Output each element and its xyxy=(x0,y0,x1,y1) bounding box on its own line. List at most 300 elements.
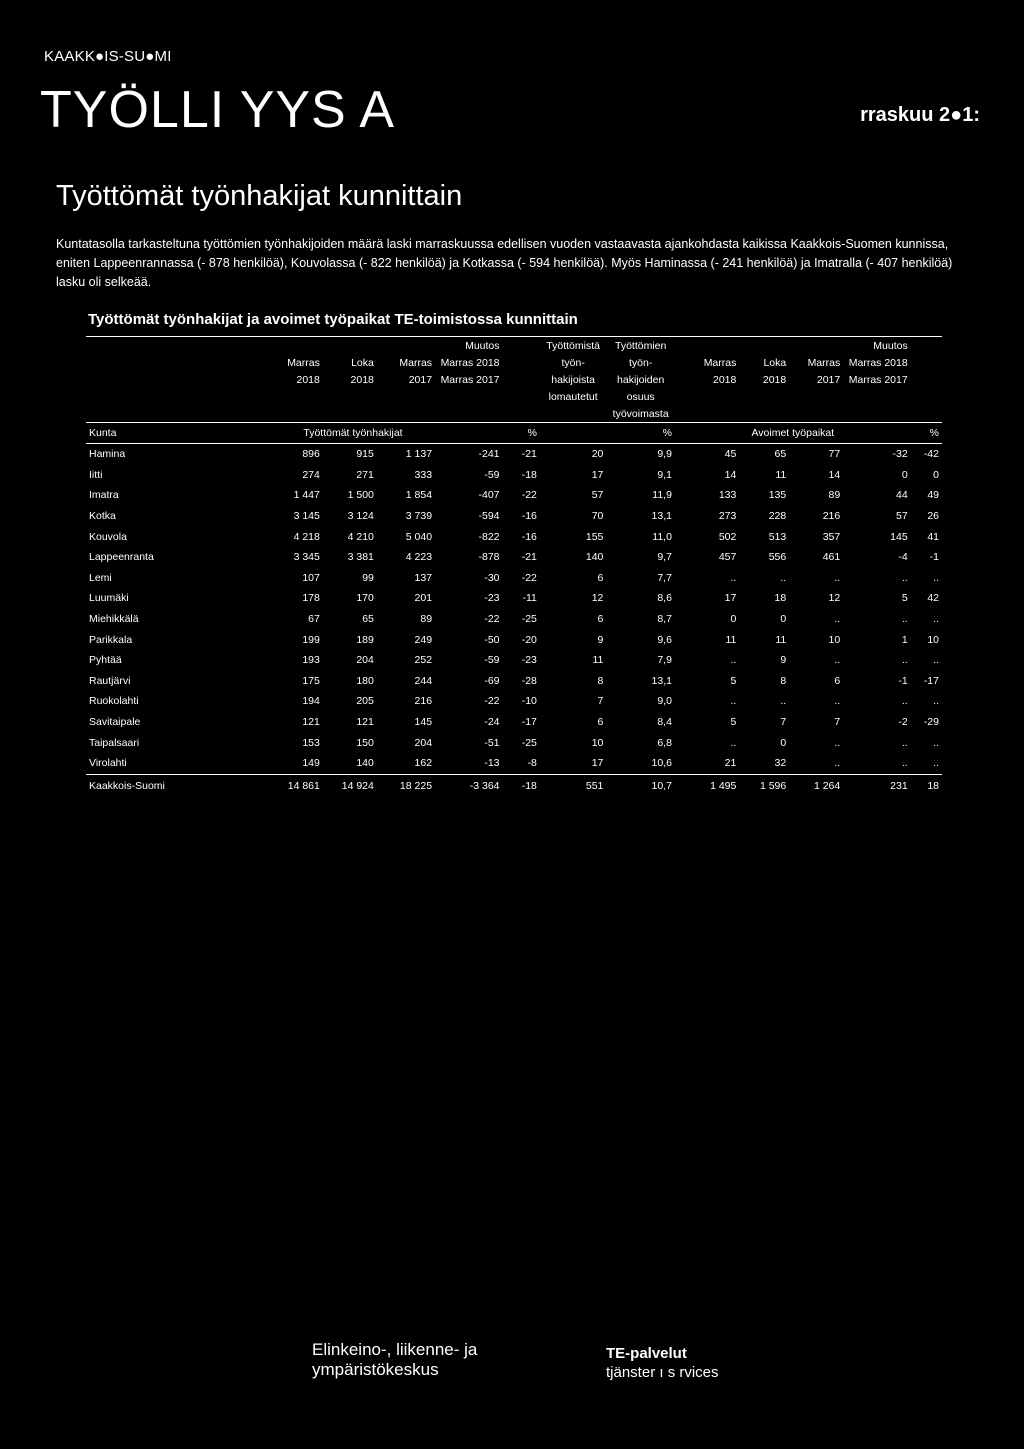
table-cell: 175 xyxy=(302,674,320,687)
column-header-cell xyxy=(323,388,377,405)
table-cell: 3 739 xyxy=(405,510,433,523)
column-header-cell: Muutos xyxy=(843,337,910,355)
total-cell: 1 495 xyxy=(675,774,739,797)
table-cell: 0 xyxy=(730,613,737,626)
total-cell: -18 xyxy=(503,774,540,797)
table-cell: -25 xyxy=(521,613,537,626)
table-cell: 6 xyxy=(597,571,604,584)
footer-line: TE-palvelut xyxy=(606,1345,687,1362)
table-row xyxy=(86,444,942,465)
column-header-cell: 2018 xyxy=(713,373,737,386)
section-heading: Työttömät työnhakijat kunnittain xyxy=(56,180,463,212)
table-cell: .. xyxy=(933,757,939,770)
table-cell: 205 xyxy=(356,695,374,708)
table-cell: .. xyxy=(834,613,841,626)
table-cell: -17 xyxy=(521,716,537,729)
municipality-name: Parikkala xyxy=(89,633,133,646)
table-cell: 4 223 xyxy=(405,551,433,564)
table-cell: -21 xyxy=(521,448,537,461)
table-header xyxy=(86,337,942,423)
table-cell: 45 xyxy=(724,448,737,461)
column-header-cell xyxy=(86,354,271,371)
table-cell: .. xyxy=(933,654,939,667)
table-cell: -17 xyxy=(923,674,939,687)
table-row xyxy=(86,588,942,609)
table-cell: 149 xyxy=(302,757,320,770)
table-cell: -22 xyxy=(521,489,537,502)
table-cell: 140 xyxy=(585,551,604,564)
table-cell: -51 xyxy=(484,736,500,749)
column-header-cell xyxy=(86,371,271,388)
table-title: Työttömät työnhakijat ja avoimet työpaikat TE-toimistossa kunnittain xyxy=(88,311,578,328)
column-header-cell: työn- xyxy=(629,356,653,369)
table-cell: -594 xyxy=(478,510,500,523)
table-cell: 145 xyxy=(890,530,908,543)
table-cell: -22 xyxy=(521,571,537,584)
municipality-name: Luumäki xyxy=(89,592,129,605)
column-header-cell: Työttömien xyxy=(606,337,675,355)
table-cell: 99 xyxy=(362,571,374,584)
municipality-name: Virolahti xyxy=(89,757,127,770)
table-cell: -42 xyxy=(923,448,939,461)
unit-percent: % xyxy=(503,423,540,444)
table-cell: .. xyxy=(901,695,908,708)
table-cell: -32 xyxy=(892,448,908,461)
table-cell: 457 xyxy=(718,551,737,564)
table-cell: 1 447 xyxy=(293,489,320,502)
table-cell: 162 xyxy=(414,757,433,770)
table-cell: 150 xyxy=(356,736,374,749)
table-cell: 216 xyxy=(414,695,433,708)
table-cell: 9,9 xyxy=(657,448,672,461)
report-month: rraskuu 2●1: xyxy=(860,104,980,126)
table-cell: 8,4 xyxy=(657,716,672,729)
table-cell: 21 xyxy=(724,757,737,770)
table-cell: -59 xyxy=(484,468,500,481)
table-cell: 556 xyxy=(768,551,787,564)
table-cell: 57 xyxy=(896,510,908,523)
table-body xyxy=(86,444,942,775)
region-total-name: Kaakkois-Suomi xyxy=(86,774,271,797)
table-row xyxy=(86,629,942,650)
table-cell: 216 xyxy=(822,510,841,523)
table-cell: 32 xyxy=(774,757,787,770)
statistics-table-container xyxy=(86,336,942,797)
municipality-name: Pyhtää xyxy=(89,654,122,667)
region-label: KAAKK●IS-SU●MI xyxy=(44,48,172,65)
column-header-cell xyxy=(789,337,843,355)
table-cell: 8,7 xyxy=(657,613,672,626)
total-cell: 1 596 xyxy=(739,774,789,797)
column-header-cell xyxy=(739,388,789,405)
municipality-name: Ruokolahti xyxy=(89,695,139,708)
column-header-cell: 2017 xyxy=(816,373,841,386)
table-cell: 11,0 xyxy=(652,530,672,543)
table-cell: .. xyxy=(901,757,908,770)
column-header-cell: 2018 xyxy=(762,373,787,386)
footer-line: tjänster ı s rvices xyxy=(606,1364,719,1381)
table-cell: 252 xyxy=(414,654,433,667)
table-cell: 6 xyxy=(597,716,604,729)
table-cell: 273 xyxy=(718,510,737,523)
column-header-cell xyxy=(911,337,942,355)
table-cell: -4 xyxy=(898,551,908,564)
table-cell: 17 xyxy=(591,757,604,770)
table-cell: 70 xyxy=(591,510,604,523)
table-row xyxy=(86,547,942,568)
table-cell: 14 xyxy=(828,468,841,481)
column-header-cell: 2017 xyxy=(408,373,433,386)
column-header-cell xyxy=(86,388,271,405)
table-cell: 0 xyxy=(780,736,787,749)
table-cell: -8 xyxy=(527,757,537,770)
table-cell: 14 xyxy=(724,468,737,481)
table-cell: 121 xyxy=(302,716,320,729)
table-cell: -25 xyxy=(521,736,537,749)
table-cell: 49 xyxy=(927,489,939,502)
table-cell: 9 xyxy=(597,633,604,646)
column-header-cell: Muutos xyxy=(435,337,502,355)
table-cell: -22 xyxy=(484,613,500,626)
table-cell: 3 145 xyxy=(293,510,320,523)
header-row xyxy=(86,371,942,388)
table-cell: 11 xyxy=(775,468,787,481)
table-cell: 178 xyxy=(302,592,320,605)
table-cell: -23 xyxy=(521,654,537,667)
column-header-cell xyxy=(271,337,323,355)
column-header-cell xyxy=(435,388,502,405)
table-cell: 11 xyxy=(592,654,604,667)
table-cell: -822 xyxy=(478,530,500,543)
table-cell: 8,6 xyxy=(657,592,672,605)
municipality-name: Imatra xyxy=(89,489,119,502)
column-header-cell xyxy=(843,405,910,423)
municipality-name: Savitaipale xyxy=(89,716,141,729)
table-cell: -24 xyxy=(484,716,500,729)
header-row xyxy=(86,354,942,371)
table-cell: 204 xyxy=(414,736,433,749)
column-header-cell xyxy=(675,388,739,405)
table-cell: 137 xyxy=(414,571,433,584)
table-cell: -10 xyxy=(521,695,537,708)
table-cell: 357 xyxy=(822,530,841,543)
total-cell: 10,7 xyxy=(606,774,675,797)
table-cell: .. xyxy=(901,571,908,584)
table-cell: 153 xyxy=(302,736,320,749)
table-cell: 18 xyxy=(774,592,787,605)
table-cell: 193 xyxy=(302,654,320,667)
table-cell: 249 xyxy=(414,633,433,646)
column-header-cell xyxy=(540,405,606,423)
table-cell: 89 xyxy=(420,613,433,626)
column-header-cell: Marras 2018 xyxy=(440,356,500,369)
table-cell: 5 xyxy=(730,716,737,729)
table-cell: .. xyxy=(730,736,737,749)
total-cell: 14 861 xyxy=(271,774,323,797)
table-cell: 9 xyxy=(780,654,787,667)
column-header-cell xyxy=(271,388,323,405)
column-header-cell xyxy=(911,388,942,405)
table-cell: 1 137 xyxy=(405,448,433,461)
table-cell: 244 xyxy=(414,674,433,687)
table-cell: 5 xyxy=(901,592,908,605)
table-cell: -18 xyxy=(521,468,537,481)
table-cell: .. xyxy=(834,757,841,770)
table-cell: .. xyxy=(834,736,841,749)
table-cell: -30 xyxy=(484,571,500,584)
total-cell: 1 264 xyxy=(789,774,843,797)
table-cell: 7 xyxy=(780,716,787,729)
table-cell: .. xyxy=(834,654,841,667)
table-row xyxy=(86,671,942,692)
column-header-cell xyxy=(503,371,540,388)
table-cell: 41 xyxy=(927,530,939,543)
table-cell: 10,6 xyxy=(651,757,672,770)
table-cell: 274 xyxy=(302,468,320,481)
table-cell: 6,8 xyxy=(657,736,672,749)
column-header-cell: työvoimasta xyxy=(612,407,669,420)
column-group-unemployed: Työttömät työnhakijat xyxy=(271,423,435,444)
table-cell: 17 xyxy=(724,592,737,605)
total-cell: 14 924 xyxy=(323,774,377,797)
column-header-kunta: Kunta xyxy=(86,423,271,444)
column-header-cell xyxy=(377,405,435,423)
column-header-cell xyxy=(377,388,435,405)
column-header-cell xyxy=(789,388,843,405)
table-cell: 5 040 xyxy=(405,530,433,543)
table-cell: 155 xyxy=(585,530,604,543)
table-cell: -28 xyxy=(521,674,537,687)
table-cell: 77 xyxy=(828,448,841,461)
te-services-logo-text xyxy=(606,1344,719,1382)
column-header-cell: osuus xyxy=(626,390,655,403)
table-cell: -1 xyxy=(929,551,939,564)
table-cell: 7 xyxy=(597,695,604,708)
table-cell: 12 xyxy=(828,592,841,605)
table-cell: .. xyxy=(834,695,841,708)
table-cell: 333 xyxy=(414,468,433,481)
column-header-cell: hakijoista xyxy=(551,373,596,386)
table-cell: 26 xyxy=(927,510,939,523)
table-cell: 12 xyxy=(591,592,604,605)
table-row xyxy=(86,732,942,753)
municipality-name: Hamina xyxy=(89,448,126,461)
column-header-cell xyxy=(503,354,540,371)
table-cell: 7,9 xyxy=(657,654,672,667)
table-cell: 271 xyxy=(356,468,374,481)
municipality-name: Rautjärvi xyxy=(89,674,131,687)
table-cell: 9,0 xyxy=(657,695,672,708)
table-row xyxy=(86,650,942,671)
table-cell: 3 381 xyxy=(347,551,374,564)
total-cell: 18 xyxy=(911,774,942,797)
table-cell: 513 xyxy=(768,530,787,543)
table-cell: 3 124 xyxy=(347,510,374,523)
table-cell: -11 xyxy=(522,592,537,605)
table-cell: 194 xyxy=(302,695,320,708)
table-cell: 20 xyxy=(591,448,604,461)
column-header-cell: Marras xyxy=(287,356,320,369)
table-cell: 0 xyxy=(933,468,939,481)
table-cell: 133 xyxy=(718,489,737,502)
table-cell: .. xyxy=(933,695,939,708)
column-header-cell: Marras xyxy=(703,356,737,369)
table-cell: 1 854 xyxy=(405,489,433,502)
table-row xyxy=(86,485,942,506)
total-row xyxy=(86,774,942,797)
column-header-cell xyxy=(377,337,435,355)
column-header-cell: Loka xyxy=(763,356,787,369)
column-header-cell: työn- xyxy=(561,356,585,369)
table-cell: -59 xyxy=(484,654,500,667)
column-header-cell: Työttömistä xyxy=(540,337,606,355)
table-cell: 17 xyxy=(591,468,604,481)
table-row xyxy=(86,712,942,733)
municipality-name: Miehikkälä xyxy=(89,613,139,626)
table-cell: 13,1 xyxy=(651,510,672,523)
table-row xyxy=(86,465,942,486)
column-header-cell xyxy=(739,405,789,423)
table-cell: 145 xyxy=(414,716,433,729)
table-cell: -1 xyxy=(898,674,908,687)
table-cell: 135 xyxy=(768,489,787,502)
table-cell: 57 xyxy=(591,489,604,502)
table-cell: 170 xyxy=(356,592,374,605)
table-cell: 11 xyxy=(775,633,787,646)
table-cell: 44 xyxy=(896,489,908,502)
table-cell: 140 xyxy=(356,757,374,770)
column-header-cell xyxy=(789,405,843,423)
table-cell: 915 xyxy=(356,448,374,461)
table-cell: -2 xyxy=(898,716,908,729)
page-title: TYÖLLI YYS A xyxy=(40,81,396,139)
table-cell: .. xyxy=(834,571,841,584)
table-cell: 42 xyxy=(927,592,939,605)
column-header-cell xyxy=(271,405,323,423)
table-cell: -13 xyxy=(484,757,500,770)
table-row xyxy=(86,526,942,547)
total-cell: 551 xyxy=(540,774,606,797)
table-cell: 11,9 xyxy=(652,489,672,502)
total-cell: -3 364 xyxy=(435,774,502,797)
column-header-cell xyxy=(503,337,540,355)
table-cell: -22 xyxy=(484,695,500,708)
table-cell: 9,1 xyxy=(657,468,672,481)
table-total xyxy=(86,774,942,797)
column-header-cell xyxy=(86,405,271,423)
table-cell: -69 xyxy=(484,674,500,687)
column-header-cell: Marras 2018 xyxy=(848,356,908,369)
table-cell: 10 xyxy=(828,633,841,646)
column-header-cell: Loka xyxy=(351,356,374,369)
municipality-name: Lappeenranta xyxy=(89,551,154,564)
header-row xyxy=(86,405,942,423)
footer-line: Elinkeino-, liikenne- ja xyxy=(312,1340,478,1359)
table-row xyxy=(86,568,942,589)
column-header-cell xyxy=(323,337,377,355)
table-cell: 6 xyxy=(597,613,604,626)
table-cell: 1 500 xyxy=(347,489,374,502)
table-row xyxy=(86,753,942,774)
column-group-vacancies: Avoimet työpaikat xyxy=(675,423,911,444)
column-header-cell: 2018 xyxy=(350,373,374,386)
table-cell: 5 xyxy=(730,674,737,687)
table-cell: 7,7 xyxy=(657,571,672,584)
table-cell: 1 xyxy=(901,633,908,646)
unit-percent: % xyxy=(911,423,942,444)
table-cell: .. xyxy=(730,571,737,584)
table-cell: 4 210 xyxy=(347,530,374,543)
table-cell: 65 xyxy=(362,613,374,626)
table-cell: 8 xyxy=(597,674,604,687)
statistics-table xyxy=(86,336,942,797)
municipality-name: Taipalsaari xyxy=(89,736,140,749)
table-cell: .. xyxy=(901,613,908,626)
table-cell: -23 xyxy=(484,592,500,605)
column-header-cell: hakijoiden xyxy=(617,373,665,386)
lead-paragraph: Kuntatasolla tarkasteltuna työttömien työnhakijoiden määrä laski marraskuussa edellisen vuoden vastaavasta ajankohdasta kaikissa Kaakkois-Suomen kunnissa, eniten Lappeenrannassa (- 878 henkilöä), Kouvolassa (- 822 henkilöä) ja Kotkassa (- 594 henkilöä). Myös Haminassa (- 241 henkilöä) ja Imatralla (- 407 henkilöä) lasku oli selkeää. xyxy=(56,237,953,289)
table-cell: 204 xyxy=(356,654,374,667)
table-cell: .. xyxy=(730,654,737,667)
table-cell: -29 xyxy=(923,716,939,729)
table-cell: 199 xyxy=(302,633,320,646)
table-cell: 10 xyxy=(591,736,604,749)
table-cell: 189 xyxy=(356,633,374,646)
table-cell: -16 xyxy=(521,510,537,523)
table-cell: -241 xyxy=(478,448,500,461)
column-header-cell xyxy=(86,337,271,355)
column-header-cell xyxy=(675,337,739,355)
table-cell: 0 xyxy=(780,613,787,626)
table-cell: 3 345 xyxy=(293,551,320,564)
table-cell: 201 xyxy=(414,592,433,605)
table-cell: 65 xyxy=(774,448,787,461)
column-header-cell: Marras 2017 xyxy=(440,373,500,386)
table-cell: 896 xyxy=(302,448,320,461)
table-cell: 121 xyxy=(356,716,374,729)
table-cell: 89 xyxy=(828,489,841,502)
column-header-cell: Marras 2017 xyxy=(848,373,908,386)
column-header-cell xyxy=(503,405,540,423)
municipality-name: Lemi xyxy=(89,571,112,584)
table-cell: .. xyxy=(901,736,908,749)
column-header-cell: 2018 xyxy=(296,373,320,386)
municipality-name: Iitti xyxy=(89,468,103,481)
table-cell: 0 xyxy=(901,468,908,481)
table-cell: -21 xyxy=(521,551,537,564)
total-cell: 231 xyxy=(843,774,910,797)
table-cell: 228 xyxy=(768,510,787,523)
table-cell: 8 xyxy=(780,674,787,687)
unit-percent: % xyxy=(606,423,675,444)
column-header-cell xyxy=(843,388,910,405)
table-cell: -50 xyxy=(484,633,500,646)
municipality-name: Kotka xyxy=(89,510,116,523)
table-row xyxy=(86,506,942,527)
table-cell: 10 xyxy=(927,633,939,646)
header-row xyxy=(86,388,942,405)
table-cell: .. xyxy=(933,613,939,626)
unit-row xyxy=(86,423,942,444)
column-header-cell xyxy=(435,405,502,423)
table-row xyxy=(86,609,942,630)
column-header-cell xyxy=(911,354,942,371)
ely-centre-logo-text xyxy=(312,1340,477,1380)
table-cell: -16 xyxy=(521,530,537,543)
table-cell: .. xyxy=(780,695,787,708)
table-cell: 502 xyxy=(718,530,737,543)
footer-line: ympäristökeskus xyxy=(312,1360,439,1379)
